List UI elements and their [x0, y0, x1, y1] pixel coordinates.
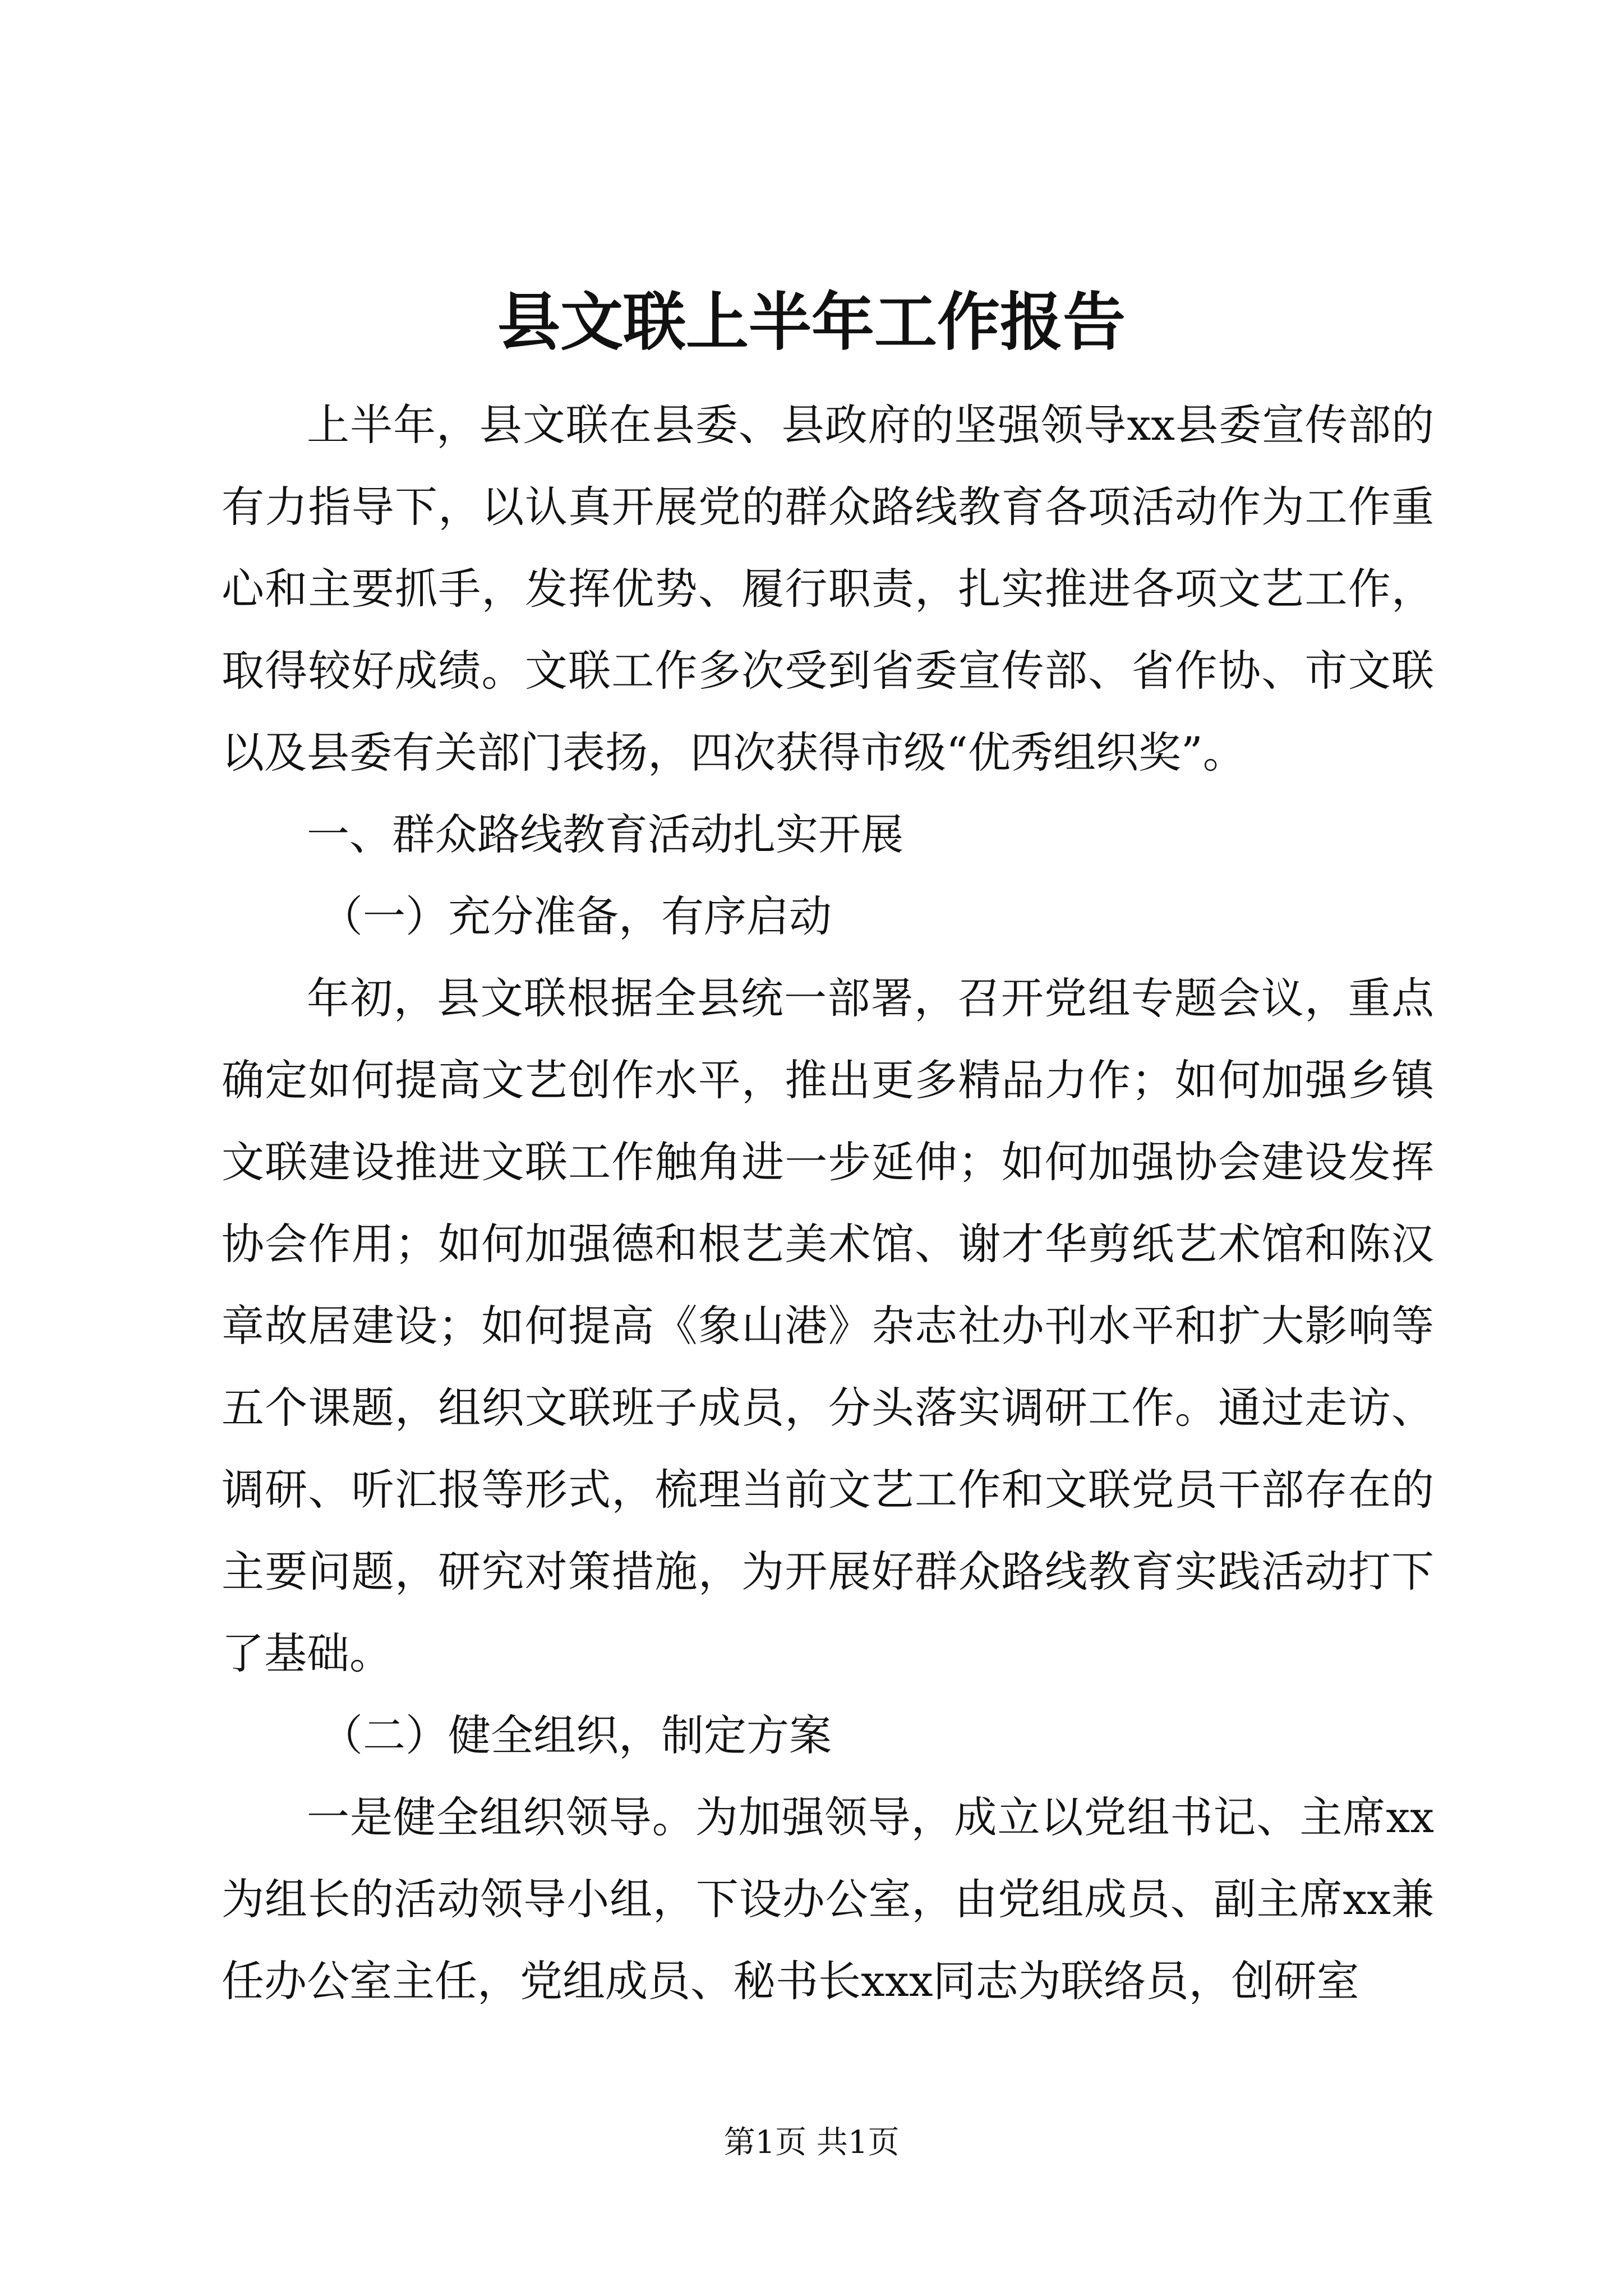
- paragraph-intro: 上半年，县文联在县委、县政府的坚强领导xx县委宣传部的有力指导下，以认真开展党的群众路线教育各项活动作为工作重心和主要抓手，发挥优势、履行职责，扎实推进各项文艺工作，取得较好成绩。文联工作多次受到省委宣传部、省作协、市文联以及县委有关部门表扬，四次获得市级“优秀组织奖”。: [222, 400, 1434, 777]
- paragraph-organization: 一是健全组织领导。为加强领导，成立以党组书记、主席xx为组长的活动领导小组，下设办公室，由党组成员、副主席xx兼任办公室主任，党组成员、秘书长xxx同志为联络员，创研室: [222, 1792, 1434, 2006]
- page-footer: 第1页 共1页: [723, 2124, 900, 2161]
- section-heading-1: 一、群众路线教育活动扎实开展: [307, 809, 903, 859]
- subsection-heading-2: （二）健全组织，制定方案: [320, 1710, 832, 1760]
- paragraph-preparation: 年初，县文联根据全县统一部署，召开党组专题会议，重点确定如何提高文艺创作水平，推出更多精品力作；如何加强乡镇文联建设推进文联工作触角进一步延伸；如何加强协会建设发挥协会作用；如何加强德和根艺美术馆、谢才华剪纸艺术馆和陈汉章故居建设；如何提高《象山港》杂志社办刊水平和扩大影响等五个课题，组织文联班子成员，分头落实调研工作。通过走访、调研、听汇报等形式，梳理当前文艺工作和文联党员干部存在的主要问题，研究对策措施，为开展好群众路线教育实践活动打下了基础。: [222, 973, 1434, 1678]
- document-body: [222, 384, 1434, 2022]
- subsection-heading-1: （一）充分准备，有序启动: [320, 891, 832, 941]
- document-title: 县文联上半年工作报告: [497, 286, 1126, 359]
